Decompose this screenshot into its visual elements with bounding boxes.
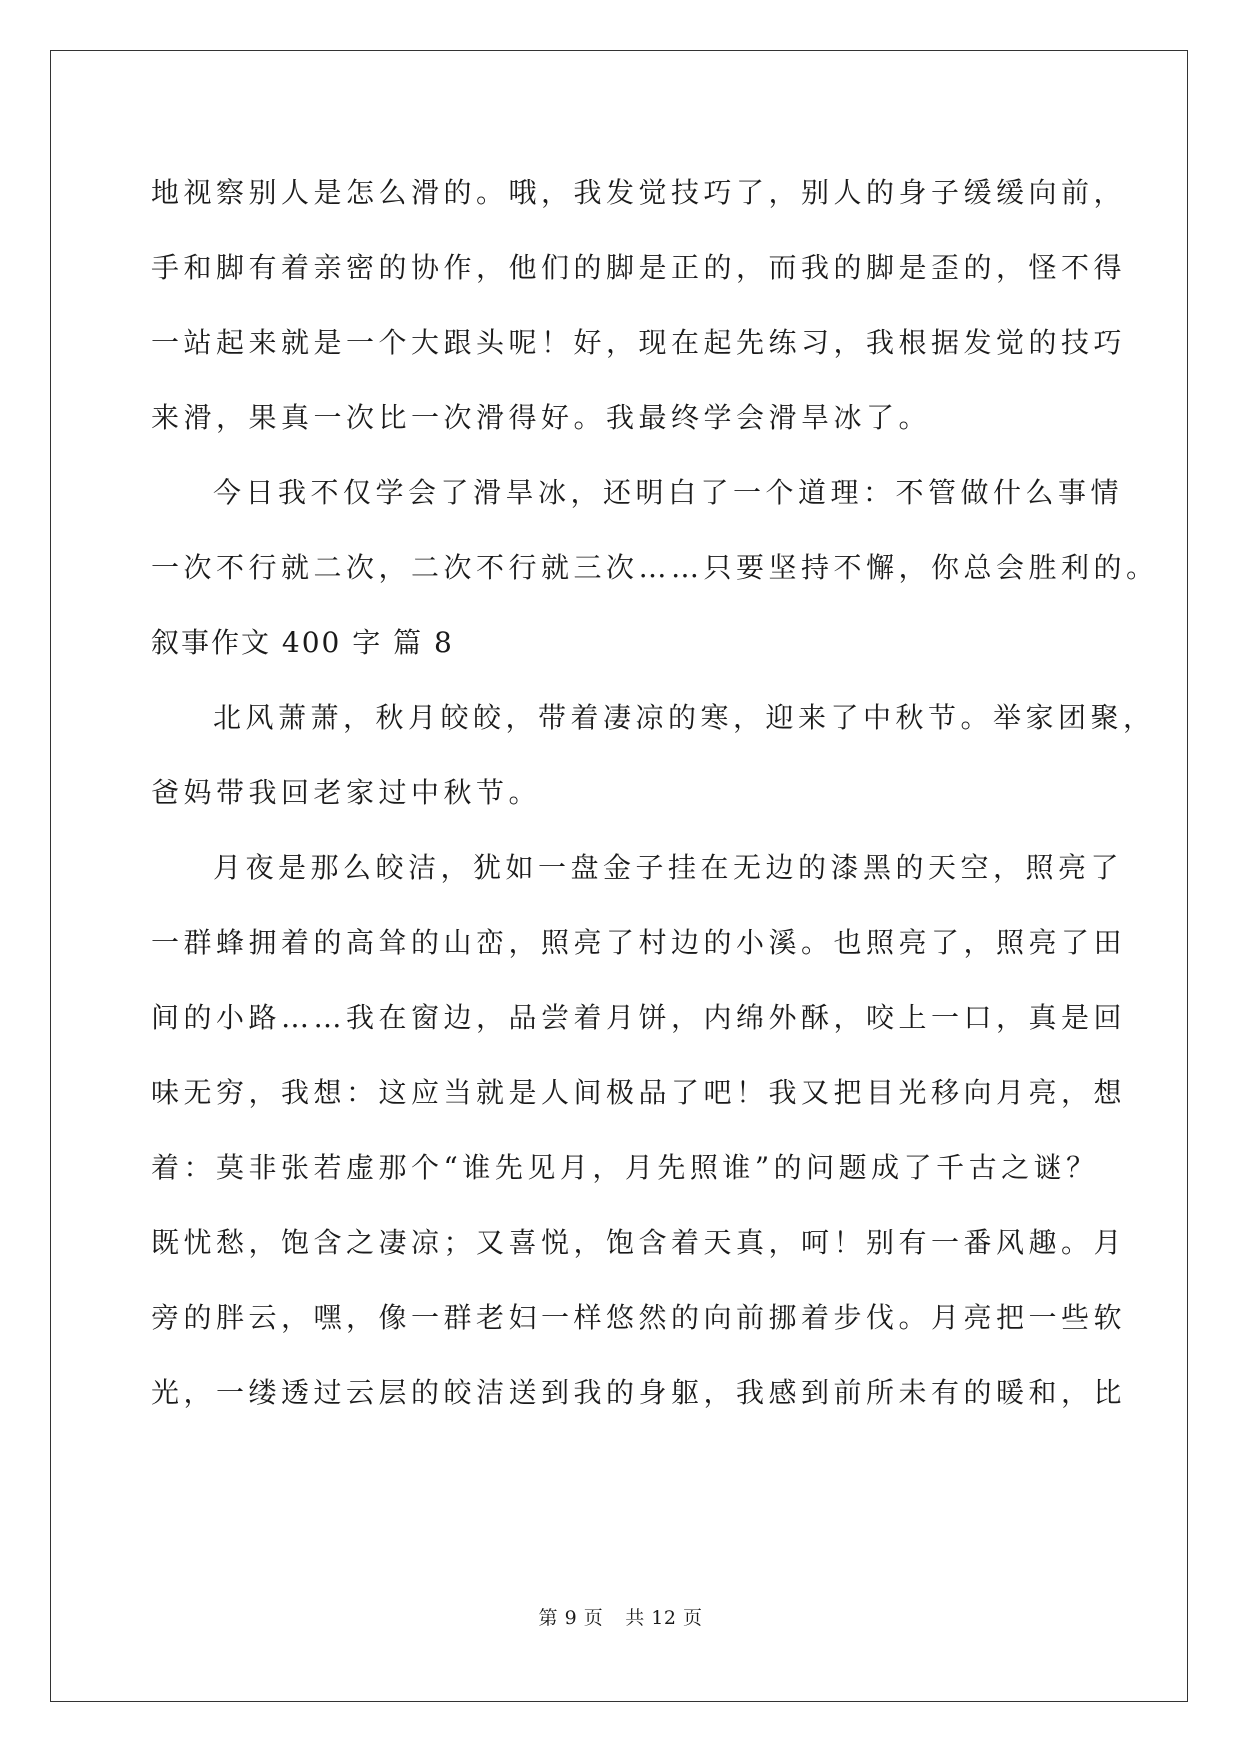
body-line: 手和脚有着亲密的协作，他们的脚是正的，而我的脚是歪的，怪不得: [151, 251, 1127, 284]
body-line: 光，一缕透过云层的皎洁送到我的身躯，我感到前所未有的暖和，比: [151, 1376, 1127, 1409]
body-line: 一次不行就二次，二次不行就三次……只要坚持不懈，你总会胜利的。: [151, 551, 1159, 584]
body-line: 一群蜂拥着的高耸的山峦，照亮了村边的小溪。也照亮了，照亮了田: [151, 926, 1127, 959]
section-heading: 叙事作文 400 字 篇 8: [151, 626, 454, 659]
body-line: 间的小路……我在窗边，品尝着月饼，内绵外酥，咬上一口，真是回: [151, 1001, 1127, 1034]
body-line: 一站起来就是一个大跟头呢！好，现在起先练习，我根据发觉的技巧: [151, 326, 1127, 359]
paragraph-start-line: 北风萧萧，秋月皎皎，带着凄凉的寒，迎来了中秋节。举家团聚，: [213, 701, 1156, 734]
body-line: 来滑，果真一次比一次滑得好。我最终学会滑旱冰了。: [151, 401, 932, 434]
body-line: 着：莫非张若虚那个“谁先见月，月先照谁”的问题成了千古之谜？: [151, 1151, 1099, 1184]
body-line: 既忧愁，饱含之凄凉；又喜悦，饱含着天真，呵！别有一番风趣。月: [151, 1226, 1127, 1259]
page-number-current: 第 9 页: [538, 1607, 604, 1629]
body-line: 旁的胖云，嘿，像一群老妇一样悠然的向前挪着步伐。月亮把一些软: [151, 1301, 1127, 1334]
page-footer: [0, 1606, 1241, 1630]
paragraph-start-line: 月夜是那么皎洁，犹如一盘金子挂在无边的漆黑的天空，照亮了: [213, 851, 1124, 884]
body-line: 味无穷，我想：这应当就是人间极品了吧！我又把目光移向月亮，想: [151, 1076, 1127, 1109]
body-line: 爸妈带我回老家过中秋节。: [151, 776, 542, 809]
page-number-total: 共 12 页: [625, 1607, 703, 1629]
paragraph-start-line: 今日我不仅学会了滑旱冰，还明白了一个道理：不管做什么事情: [213, 476, 1124, 509]
body-line: 地视察别人是怎么滑的。哦，我发觉技巧了，别人的身子缓缓向前，: [151, 176, 1127, 209]
